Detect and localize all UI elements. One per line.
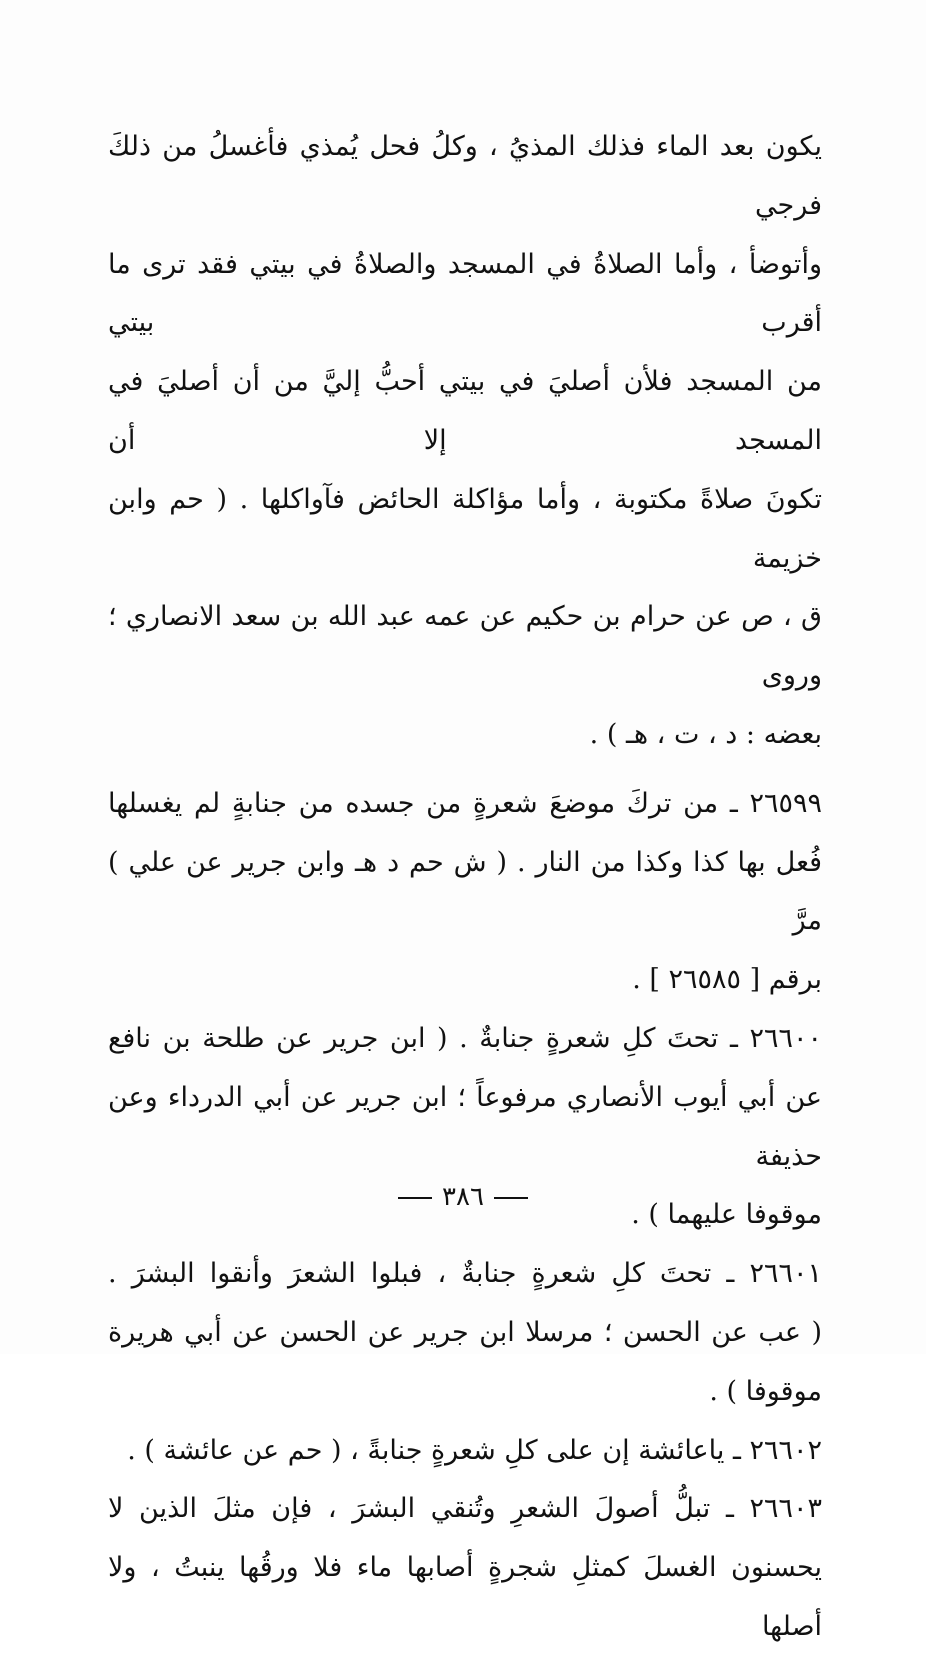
dash-right <box>398 1197 432 1199</box>
text-line: يكون بعد الماء فذلك المذيُ ، وكلُ فحل يُمذي فأغسلُ من ذلكَ فرجي <box>108 131 822 221</box>
text-line: ق ، ص عن حرام بن حكيم عن عمه عبد الله بن سعد الانصاري ؛ وروى <box>108 601 822 692</box>
text-line: ٢٦٦٠٣ ـ تبلُّ أصولَ الشعرِ وتُنقي البشرَ ، فإن مثلَ الذين لا <box>108 1493 822 1525</box>
paragraph-hadith-26603 <box>108 1480 822 1656</box>
paragraph-hadith-26601 <box>108 1245 822 1421</box>
page-number-value: ٣٨٦ <box>442 1182 484 1212</box>
paragraph-hadith-26602 <box>108 1422 822 1481</box>
page-number <box>0 1182 926 1212</box>
text-line: بعضه : د ، ت ، هـ ) . <box>589 718 822 750</box>
text-line: من المسجد فلأن أصليَ في بيتي أحبُّ إليَّ من أن أصليَ في المسجد إلا أن <box>108 366 822 456</box>
text-line: ٢٦٥٩٩ ـ من تركَ موضعَ شعرةٍ من جسده من جنابةٍ لم يغسلها <box>108 787 822 819</box>
text-line: موقوفا عليهما ) . <box>631 1199 822 1231</box>
text-line: فُعل بها كذا وكذا من النار . ( ش حم د هـ وابن جرير عن علي ) مرَّ <box>108 846 822 937</box>
text-line: ٢٦٦٠٢ ـ ياعائشة إن على كلِ شعرةٍ جنابةً ، ( حم عن عائشة ) . <box>127 1434 822 1466</box>
dash-left <box>494 1197 528 1199</box>
text-line: عن أبي أيوب الأنصاري مرفوعاً ؛ ابن جرير عن أبي الدرداء وعن حذيفة <box>108 1081 822 1172</box>
text-line: برقم [ ٢٦٥٨٥ ] . <box>632 964 822 996</box>
text-line: ( عب عن الحسن ؛ مرسلا ابن جرير عن الحسن عن أبي هريرة موقوفا ) . <box>108 1316 822 1407</box>
text-line: تكونَ صلاةً مكتوبة ، وأما مؤاكلة الحائض فآواكلها . ( حم وابن خزيمة <box>108 483 822 574</box>
text-line: يحسنون الغسلَ كمثلِ شجرةٍ أصابها ماء فلا ورقُها ينبتُ ، ولا أصلها <box>108 1552 822 1642</box>
paragraph-hadith-26599 <box>108 775 822 1010</box>
text-line: وأتوضأ ، وأما الصلاةُ في المسجد والصلاةُ في بيتي فقد ترى ما أقرب بيتي <box>108 248 822 339</box>
text-line: ٢٦٦٠٠ ـ تحتَ كلِ شعرةٍ جنابةٌ . ( ابن جرير عن طلحة بن نافع <box>108 1022 822 1054</box>
paragraph-intro <box>108 118 822 765</box>
text-line: ٢٦٦٠١ ـ تحتَ كلِ شعرةٍ جنابةٌ ، فبلوا الشعرَ وأنقوا البشرَ . <box>108 1258 822 1290</box>
body-text <box>108 118 822 1657</box>
